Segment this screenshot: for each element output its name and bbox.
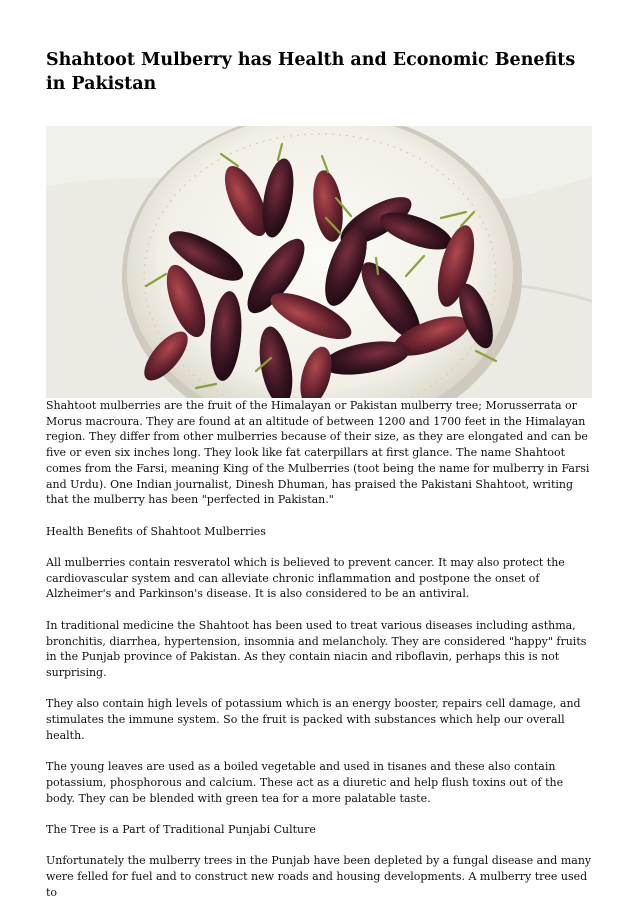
paragraph: They also contain high levels of potassium which is an energy booster, repairs cell damage, and stimulates the immune system. So the fruit is packed with substances which help our overall health. [46,697,581,742]
article-body [46,398,594,900]
paragraph: The young leaves are used as a boiled vegetable and used in tisanes and these also contain potassium, phosphorous and calcium. These act as a diuretic and help flush toxins out of the body. They can be blended with green tea for a more palatable taste. [46,760,564,805]
paragraph: Shahtoot mulberries are the fruit of the Himalayan or Pakistan mulberry tree; Morusserrata or Morus macroura. They are found at an altitude of between 1200 and 1700 feet in the Himalayan region. They differ from other mulberries because of their size, as they are elongated and can be five or even six inches long. They look like fat caterpillars at first glance. The name Shahtoot comes from the Farsi, meaning King of the Mulberries (toot being the name for mulberry in Farsi and Urdu). One Indian journalist, Dinesh Dhuman, has praised the Pakistani Shahtoot, writing that the mulberry has been "perfected in Pakistan." [46,399,590,507]
section-heading: The Tree is a Part of Traditional Punjabi Culture [46,822,316,836]
article-title: Shahtoot Mulberry has Health and Economic Benefits in Pakistan [46,50,576,94]
article [46,0,594,916]
mulberry-photo [46,126,592,398]
section-heading: Health Benefits of Shahtoot Mulberries [46,524,266,538]
photo-of-mulberries-in-bowl-icon [46,126,592,398]
paragraph: In traditional medicine the Shahtoot has been used to treat various diseases including asthma, bronchitis, diarrhea, hypertension, insomnia and melancholy. They are considered "happy" fruits in the Punjab province of Pakistan. As they contain niacin and riboflavin, perhaps this is not surprising. [46,618,587,679]
paragraph: All mulberries contain resveratol which is believed to prevent cancer. It may also protect the cardiovascular system and can alleviate chronic inflammation and postpone the onset of Alzheimer's and Parkinson's disease. It is also considered to be an antiviral. [46,556,565,601]
paragraph: Unfortunately the mulberry trees in the Punjab have been depleted by a fungal disease and many were felled for fuel and to construct new roads and housing developments. A mulberry tree used to [46,854,592,899]
